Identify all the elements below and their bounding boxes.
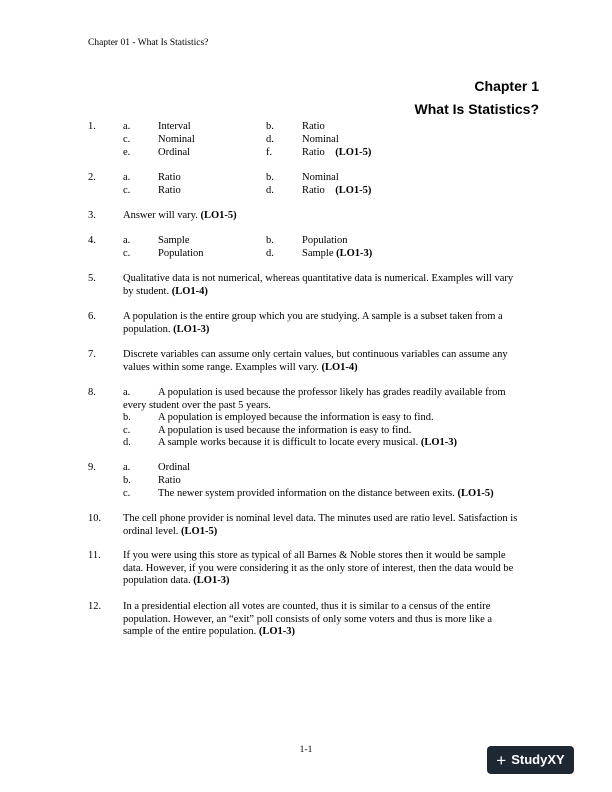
learning-objective: (LO1-5) [200,210,237,221]
question-number: 6. [88,311,96,322]
question-number: 10. [88,513,102,524]
question-number: 4. [88,235,96,246]
option-answer: Interval [158,121,191,132]
learning-objective: (LO1-3) [258,626,296,638]
watermark-brand: StudyXY [511,751,565,767]
option-letter: f. [266,147,273,158]
option-letter: a. [123,172,131,183]
option-answer-with-lo: A sample works because it is difficult to locate every musical. (LO1-3) [158,437,457,448]
answer-text: A population is the entire group which you are studying. A sample is a subset taken from a population. (LO1-3) [123,311,503,335]
option-letter: c. [123,425,131,436]
question-number: 3. [88,210,96,221]
option-answer: Ordinal [158,147,191,158]
option-letter: b. [266,172,274,183]
learning-objective: (LO1-5) [335,147,372,158]
plus-icon: + [496,750,507,770]
learning-objective: (LO1-3) [336,248,373,259]
answer-text: Discrete variables can assume only certain values, but continuous variables can assume any values within some range. Examples will vary. (LO1-4) [123,349,508,373]
option-answer: Nominal [158,134,195,145]
option-letter: a. [123,121,131,132]
option-letter: d. [266,248,274,259]
question-number: 7. [88,349,96,360]
answer-text: Qualitative data is not numerical, whereas quantitative data is numerical. Examples will vary by student. (LO1-4) [123,273,514,297]
option-letter: c. [123,185,131,196]
question-number: 11. [88,550,101,561]
option-answer: Ratio [158,172,181,183]
studyxy-watermark-badge [487,746,574,774]
option-answer: Ratio [158,475,181,486]
learning-objective: (LO1-5) [457,488,494,499]
option-answer: Nominal [302,172,339,183]
option-letter: a. [123,235,131,246]
option-answer: Ordinal [158,462,191,473]
option-answer: A population is used because the information is easy to find. [158,425,412,436]
option-answer-with-lo: Sample (LO1-3) [302,248,373,259]
question-number: 1. [88,121,96,132]
option-letter: d. [123,437,131,448]
chapter-number: Chapter 1 [474,78,539,94]
option-letter: b. [123,475,131,486]
option-answer: Population [158,248,204,259]
answer-text: In a presidential election all votes are counted, thus it is similar to a census of the entire population. However, an “exit” poll consists of only some voters and thus is more like a sample of the entire population. (LO1-3) [123,601,493,638]
option-letter: c. [123,488,131,499]
option-answer-with-lo: Ratio (LO1-5) [302,185,372,196]
question-number: 12. [88,601,102,612]
option-answer: Ratio [302,121,325,132]
option-answer-continued: every student over the past 5 years. [123,400,271,411]
running-header: Chapter 01 - What Is Statistics? [88,38,209,48]
option-answer: Sample [158,235,190,246]
option-letter: a. [123,387,131,398]
option-letter: b. [123,412,131,423]
option-answer: A population is used because the professor likely has grades readily available from [158,387,506,398]
learning-objective: (LO1-5) [335,185,372,196]
option-letter: d. [266,185,274,196]
question-number: 2. [88,172,96,183]
chapter-title: What Is Statistics? [414,101,539,117]
option-letter: c. [123,248,131,259]
learning-objective: (LO1-4) [171,285,208,297]
option-letter: a. [123,462,131,473]
answer-text: If you were using this store as typical of all Barnes & Noble stores then it would be sample data. However, if you were considering it as the only store of interest, then the data would be population data. (LO1-3) [123,550,514,587]
learning-objective: (LO1-3) [173,323,210,335]
option-answer: Population [302,235,348,246]
option-letter: b. [266,235,274,246]
question-number: 8. [88,387,96,398]
option-answer-with-lo: Ratio (LO1-5) [302,147,372,158]
answer-text: The cell phone provider is nominal level data. The minutes used are ratio level. Satisfaction is ordinal level. (LO1-5) [123,513,518,537]
learning-objective: (LO1-4) [321,361,358,373]
option-letter: e. [123,147,131,158]
option-letter: b. [266,121,274,132]
option-answer: A population is employed because the information is easy to find. [158,412,434,423]
page-number: 1-1 [299,745,313,755]
learning-objective: (LO1-5) [181,525,218,537]
learning-objective: (LO1-3) [420,437,457,448]
question-number: 5. [88,273,96,284]
option-answer: Nominal [302,134,339,145]
option-answer: Ratio [158,185,181,196]
option-letter: d. [266,134,274,145]
learning-objective: (LO1-3) [193,575,230,587]
option-letter: c. [123,134,131,145]
question-number: 9. [88,462,96,473]
option-answer-with-lo: The newer system provided information on the distance between exits. (LO1-5) [158,488,494,499]
answer-text: Answer will vary. (LO1-5) [123,210,237,221]
